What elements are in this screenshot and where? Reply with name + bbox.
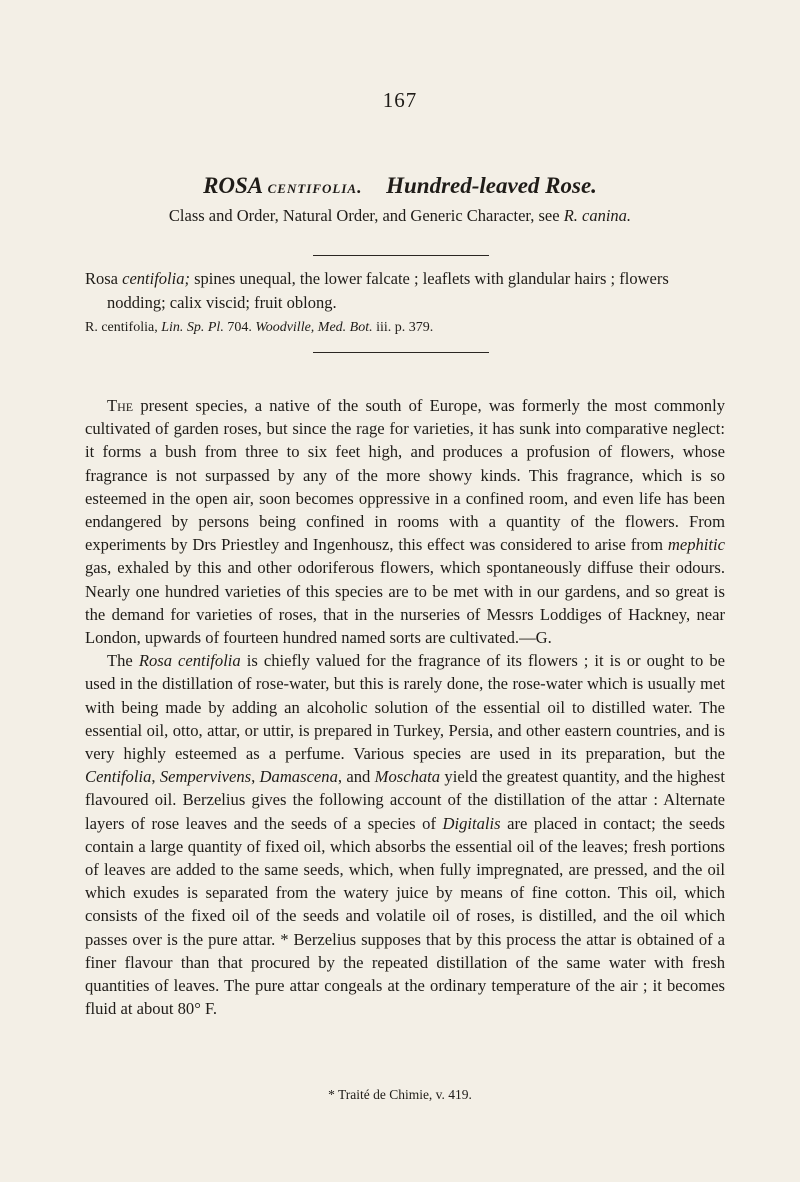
body-text: [85, 394, 725, 1020]
paragraph-1-text-a: present species, a native of the south of Europe, was formerly the most commonly cultivated of garden roses, but since the rage for varieties, it has sunk into comparative neglect: it forms a bush from three to six feet high, and produces a profusion of flowers, whose fragrance is not surpassed by any of the more showy kinds. This fragrance, which is so esteemed in the open air, soon becomes oppressive in a confined room, and even life has been endangered by persons being confined in rooms with a quantity of the flowers. From experiments by Drs Priestley and Ingenhousz, this effect was considered to arise from: [85, 396, 725, 555]
paragraph-1: [85, 394, 725, 649]
paragraph-2-sempervivens: Sempervivens: [159, 767, 252, 787]
paragraph-2-centifolia: Centifolia: [85, 767, 152, 787]
synonym-ref-woodville-page: iii. p. 379.: [372, 320, 434, 335]
separator: ,: [251, 767, 260, 787]
diagnosis-text-1: spines unequal, the lower falcate ; leaflets with glandular hairs ; flowers: [189, 269, 669, 288]
class-order-text: Class and Order, Natural Order, and Generic Character, see: [168, 206, 564, 225]
diagnosis-genus: Rosa: [85, 269, 123, 288]
footnote: * Traité de Chimie, v. 419.: [328, 1087, 472, 1102]
plant-title: [0, 173, 800, 199]
paragraph-2-text-b: is chiefly valued for the fragrance of its flowers ; it is or ought to be used in the distillation of rose-water, but this is rarely done, the rose-water which is usually met with being made by adding an alcoholic solution of the essential oil to distilled water. The essential oil, otto, attar, or uttir, is prepared in Turkey, Persia, and other eastern countries, and is very highly esteemed as a perfume. Various species are used in its preparation, but the: [85, 651, 726, 764]
diagnosis-line-1: [85, 267, 735, 291]
paragraph-2-text-d: are placed in contact; the seeds contain a large quantity of fixed oil, which absorbs the essential oil of the leaves; fresh portions of leaves are added to the same seeds, which, when fully impregnated, are pressed, and the oil which exudes is separated from the watery juice by means of fine cotton. This oil, which consists of the fixed oil of the seeds and volatile oil of roses, is distilled, and the oil which passes over is the pure attar. * Berzelius supposes that by this process the attar is obtained of a finer flavour than that procured by the repeated distillation of the same water with fresh quantities of leaves. The pure attar congeals at the ordinary temperature of the air ; it becomes fluid at about 80° F.: [85, 813, 725, 1019]
divider-bottom: [313, 352, 489, 353]
paragraph-2-rosa: Rosa centifolia: [138, 651, 241, 671]
paragraph-2-text-a: The: [107, 651, 139, 671]
paragraph-1-mephitic: mephitic: [667, 535, 725, 555]
synonym-ref-linnaeus: Lin. Sp. Pl.: [161, 320, 224, 335]
paragraph-2: [85, 649, 725, 1020]
synonym-name: R. centifolia,: [85, 320, 162, 335]
paragraph-2-digitalis: Digitalis: [442, 813, 501, 833]
separator: ,: [151, 767, 160, 787]
species-diagnosis: [85, 267, 735, 315]
diagnosis-line-2: nodding; calix viscid; fruit oblong.: [107, 293, 337, 312]
title-common-name: Hundred-leaved Rose.: [386, 173, 597, 198]
paragraph-2-moschata: Moschata: [374, 767, 441, 787]
class-order-line: [0, 206, 800, 226]
class-order-reference: R. canina.: [563, 206, 632, 225]
page-number: 167: [382, 88, 418, 112]
paragraph-1-lead: The: [107, 396, 134, 415]
paragraph-1-text-b: gas, exhaled by this and other odoriferous flowers, which spontaneously diffuse their odours. Nearly one hundred varieties of this species are to be met with in our gardens, and so great is the demand for varieties of roses, that in the nurseries of Messrs Loddiges of Hackney, near London, upwards of fourteen hundred named sorts are cultivated.—G.: [85, 558, 725, 648]
paragraph-2-text-c: yield the greatest quantity, and the highest flavoured oil. Berzelius gives the following account of the distillation of the attar : Alternate layers of rose leaves and the seeds of a species of: [85, 767, 725, 833]
title-genus: ROSA: [203, 173, 262, 198]
title-species: centifolia.: [267, 177, 363, 197]
diagnosis-species: centifolia;: [122, 269, 190, 288]
synonymy: [85, 320, 735, 336]
divider-top: [313, 255, 489, 256]
synonym-ref-linnaeus-page: 704.: [223, 320, 256, 335]
synonym-ref-woodville: Woodville, Med. Bot.: [255, 320, 373, 335]
paragraph-2-damascena: Damascena: [259, 767, 338, 787]
separator: , and: [337, 767, 375, 787]
